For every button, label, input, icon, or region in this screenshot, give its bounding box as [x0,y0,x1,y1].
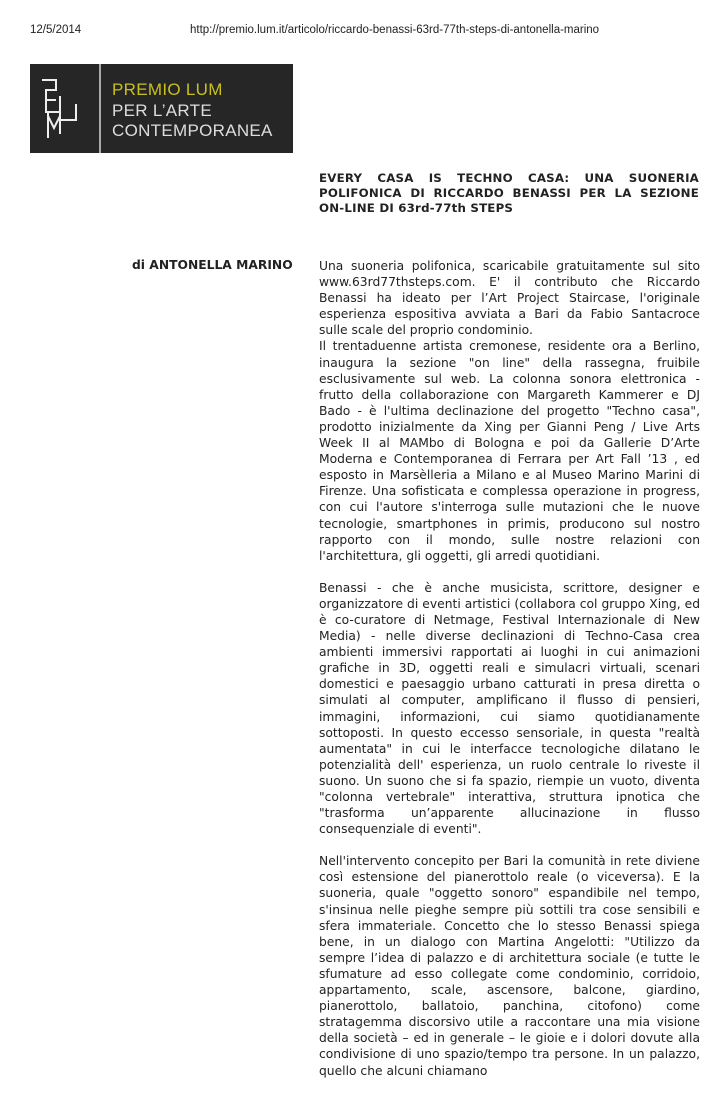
article-paragraph-4: Nell'intervento concepito per Bari la comunità in rete diviene così estensione del pianerottolo reale (o viceversa). E la suoneria, quale "oggetto sonoro" espandibile nel tempo, s'insinua nelle pieghe sempre più sottili tra cose sensibili e sfera immateriale. Concetto che lo stesso Benassi spiega bene, in un dialogo con Martina Angelotti: "Utilizzo da sempre l’idea di palazzo e di architettura sociale (e tutte le sfumature ad esso collegate come condominio, corridoio, appartamento, scale, ascensore, balcone, giardino, pianerottolo, ballatoio, panchina, citofono) come stratagemma discorsivo utile a raccontare una mia visione della società – ed in generale – le gioie e i dolori dovute alla condivisione di uno spazio/tempo tra persone. In un palazzo, quello che alcuni chiamano [319,854,700,1078]
premio-lum-logo[interactable] [30,64,293,153]
article-title: EVERY CASA IS TECHNO CASA: UNA SUONERIA POLIFONICA DI RICCARDO BENASSI PER LA SEZIONE ON-LINE DI 63rd-77th STEPS [319,171,699,215]
logo-line-3: CONTEMPORANEA [112,121,273,140]
logo-line-1: PREMIO LUM [112,80,223,99]
article-author: di ANTONELLA MARINO [132,258,293,272]
page-url: http://premio.lum.it/articolo/riccardo-benassi-63rd-77th-steps-di-antonella-marino [190,24,600,36]
logo-monogram-icon [38,76,92,142]
article-paragraph-2: Il trentaduenne artista cremonese, residente ora a Berlino, inaugura la sezione "on line" della rassegna, fruibile esclusivamente sul web. La colonna sonora elettronica - frutto della collaborazione con Margareth Kammerer e DJ Bado - è l'ultima declinazione del progetto "Techno casa", prodotto inizialmente da Xing per Gianni Peng / Live Arts Week II al MAMbo di Bologna e poi da Gallerie D’Arte Moderna e Contemporanea di Ferrara per Art Fall ’13 , ed esposto in Marsèlleria a Milano e al Museo Marino Marini di Firenze. Una sofisticata e complessa operazione in progress, con cui l'autore s'interroga sulle mutazioni che le nuove tecnologie, smartphones in primis, producono sul nostro rapporto con il mondo, sulle nostre relazioni con l'architettura, gli oggetti, gli arredi quotidiani. [319,339,700,563]
logo-line-2: PER L’ARTE [112,101,213,120]
article-paragraph-1: Una suoneria polifonica, scaricabile gratuitamente sul sito www.63rd77thsteps.com. E' il contributo che Riccardo Benassi ha ideato per l’Art Project Staircase, l'originale esperienza espositiva avviata a Bari da Fabio Santacroce sulle scale del proprio condominio. [319,259,700,338]
article-body [319,258,700,1095]
article-paragraph-3: Benassi - che è anche musicista, scrittore, designer e organizzatore di eventi artistici (collabora col gruppo Xing, ed è co-curatore di Netmage, Festival Internazionale di New Media) - nelle diverse declinazioni di Techno-Casa crea ambienti immersivi rapportati ai luoghi in cui animazioni grafiche in 3D, oggetti reali e simulacri virtuali, scenari domestici e paesaggio urbano catturati in presa diretta o simulati al computer, amplificano il flusso di pensieri, immagini, informazioni, cui siamo quotidianamente sottoposti. In questo eccesso sensoriale, in questa "realtà aumentata" in cui le interfacce tecnologiche dilatano le potenzialità dell' esperienza, un ruolo centrale lo riveste il suono. Un suono che si fa spazio, riempie un vuoto, diventa "colonna vertebrale" interattiva, struttura ipnotica che "trasforma un’apparente allucinazione in flusso consequenziale di eventi". [319,580,700,837]
article-paragraph [319,258,700,564]
logo-divider [99,64,101,153]
print-date: 12/5/2014 [30,24,82,36]
